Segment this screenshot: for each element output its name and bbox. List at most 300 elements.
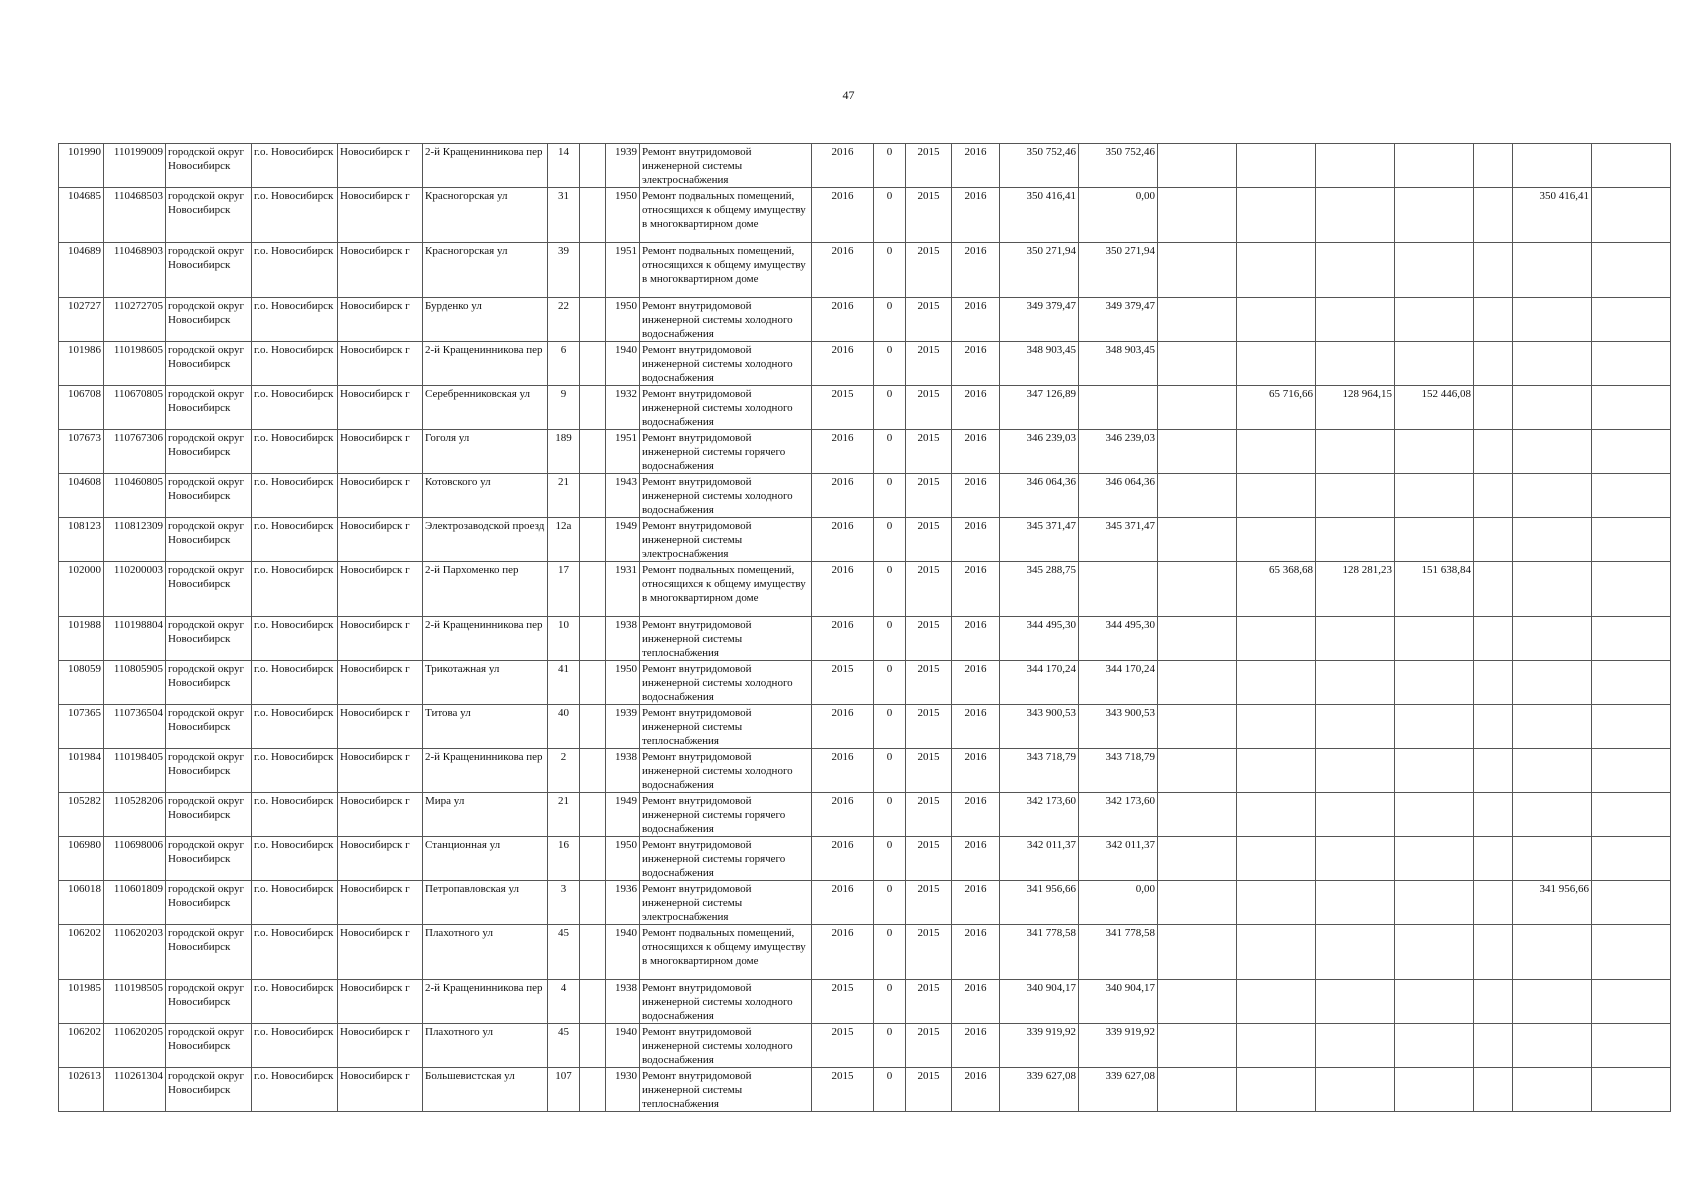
house-number-cell: 31 bbox=[548, 188, 580, 243]
amount-cell bbox=[1395, 342, 1474, 386]
house-id-cell: 101990 bbox=[59, 144, 104, 188]
table-row bbox=[59, 144, 1671, 188]
flag-cell: 0 bbox=[874, 386, 906, 430]
flag-cell: 0 bbox=[874, 749, 906, 793]
plan-year-cell: 2016 bbox=[812, 881, 874, 925]
district-cell: г.о. Новосибирск bbox=[252, 661, 338, 705]
amount-cell bbox=[1395, 749, 1474, 793]
work-type-cell: Ремонт внутридомовой инженерной системы горячего водоснабжения bbox=[640, 430, 812, 474]
amount-cell bbox=[1395, 144, 1474, 188]
total-cost-cell: 343 900,53 bbox=[1000, 705, 1079, 749]
amount-cell bbox=[1158, 430, 1237, 474]
amount-cell bbox=[1513, 430, 1592, 474]
fund-cost-cell: 341 778,58 bbox=[1079, 925, 1158, 980]
year-built-cell: 1938 bbox=[606, 617, 640, 661]
flag-cell: 0 bbox=[874, 1024, 906, 1068]
house-number-cell: 22 bbox=[548, 298, 580, 342]
amount-cell bbox=[1513, 980, 1592, 1024]
municipality-cell: городской округ Новосибирск bbox=[166, 298, 252, 342]
work-type-cell: Ремонт внутридомовой инженерной системы электроснабжения bbox=[640, 881, 812, 925]
object-code-cell: 110736504 bbox=[104, 705, 166, 749]
city-cell: Новосибирск г bbox=[338, 562, 423, 617]
work-type-cell: Ремонт внутридомовой инженерной системы холодного водоснабжения bbox=[640, 1024, 812, 1068]
amount-cell bbox=[1513, 562, 1592, 617]
amount-cell bbox=[1158, 881, 1237, 925]
house-number-cell: 21 bbox=[548, 793, 580, 837]
table-row bbox=[59, 188, 1671, 243]
empty-cell bbox=[1592, 298, 1671, 342]
amount-cell bbox=[1158, 837, 1237, 881]
municipality-cell: городской округ Новосибирск bbox=[166, 925, 252, 980]
amount-cell bbox=[1395, 474, 1474, 518]
district-cell: г.о. Новосибирск bbox=[252, 562, 338, 617]
period-start-cell: 2015 bbox=[906, 342, 952, 386]
period-end-cell: 2016 bbox=[952, 474, 1000, 518]
flag-cell: 0 bbox=[874, 562, 906, 617]
building-cell bbox=[580, 430, 606, 474]
plan-year-cell: 2016 bbox=[812, 617, 874, 661]
total-cost-cell: 342 173,60 bbox=[1000, 793, 1079, 837]
empty-cell bbox=[1592, 837, 1671, 881]
work-type-cell: Ремонт подвальных помещений, относящихся к общему имуществу в многоквартирном доме bbox=[640, 925, 812, 980]
amount-cell bbox=[1158, 188, 1237, 243]
amount-cell bbox=[1395, 430, 1474, 474]
fund-cost-cell: 350 271,94 bbox=[1079, 243, 1158, 298]
period-end-cell: 2016 bbox=[952, 188, 1000, 243]
house-id-cell: 104689 bbox=[59, 243, 104, 298]
table-row bbox=[59, 881, 1671, 925]
house-number-cell: 3 bbox=[548, 881, 580, 925]
amount-cell bbox=[1237, 980, 1316, 1024]
house-id-cell: 104685 bbox=[59, 188, 104, 243]
house-number-cell: 10 bbox=[548, 617, 580, 661]
district-cell: г.о. Новосибирск bbox=[252, 705, 338, 749]
empty-cell bbox=[1474, 298, 1513, 342]
amount-cell bbox=[1395, 793, 1474, 837]
street-cell: Трикотажная ул bbox=[423, 661, 548, 705]
city-cell: Новосибирск г bbox=[338, 144, 423, 188]
amount-cell bbox=[1395, 298, 1474, 342]
year-built-cell: 1938 bbox=[606, 980, 640, 1024]
flag-cell: 0 bbox=[874, 925, 906, 980]
fund-cost-cell: 339 919,92 bbox=[1079, 1024, 1158, 1068]
table-row bbox=[59, 474, 1671, 518]
amount-cell: 152 446,08 bbox=[1395, 386, 1474, 430]
total-cost-cell: 350 752,46 bbox=[1000, 144, 1079, 188]
amount-cell bbox=[1316, 661, 1395, 705]
object-code-cell: 110601809 bbox=[104, 881, 166, 925]
work-type-cell: Ремонт внутридомовой инженерной системы теплоснабжения bbox=[640, 617, 812, 661]
plan-year-cell: 2015 bbox=[812, 386, 874, 430]
total-cost-cell: 345 288,75 bbox=[1000, 562, 1079, 617]
amount-cell bbox=[1395, 980, 1474, 1024]
period-start-cell: 2015 bbox=[906, 925, 952, 980]
amount-cell: 65 716,66 bbox=[1237, 386, 1316, 430]
city-cell: Новосибирск г bbox=[338, 1024, 423, 1068]
plan-year-cell: 2015 bbox=[812, 1068, 874, 1112]
work-type-cell: Ремонт внутридомовой инженерной системы электроснабжения bbox=[640, 518, 812, 562]
municipality-cell: городской округ Новосибирск bbox=[166, 243, 252, 298]
period-start-cell: 2015 bbox=[906, 793, 952, 837]
house-id-cell: 102613 bbox=[59, 1068, 104, 1112]
total-cost-cell: 347 126,89 bbox=[1000, 386, 1079, 430]
building-cell bbox=[580, 705, 606, 749]
period-end-cell: 2016 bbox=[952, 298, 1000, 342]
table-row bbox=[59, 793, 1671, 837]
amount-cell bbox=[1513, 298, 1592, 342]
amount-cell bbox=[1513, 386, 1592, 430]
street-cell: Серебренниковская ул bbox=[423, 386, 548, 430]
amount-cell bbox=[1395, 661, 1474, 705]
table-row bbox=[59, 518, 1671, 562]
period-end-cell: 2016 bbox=[952, 617, 1000, 661]
city-cell: Новосибирск г bbox=[338, 793, 423, 837]
city-cell: Новосибирск г bbox=[338, 243, 423, 298]
building-cell bbox=[580, 793, 606, 837]
empty-cell bbox=[1592, 925, 1671, 980]
empty-cell bbox=[1474, 661, 1513, 705]
street-cell: Красногорская ул bbox=[423, 243, 548, 298]
amount-cell bbox=[1395, 881, 1474, 925]
street-cell: Бурденко ул bbox=[423, 298, 548, 342]
amount-cell bbox=[1395, 705, 1474, 749]
work-type-cell: Ремонт внутридомовой инженерной системы холодного водоснабжения bbox=[640, 386, 812, 430]
plan-year-cell: 2016 bbox=[812, 243, 874, 298]
object-code-cell: 110528206 bbox=[104, 793, 166, 837]
plan-year-cell: 2016 bbox=[812, 518, 874, 562]
amount-cell bbox=[1237, 837, 1316, 881]
plan-year-cell: 2015 bbox=[812, 661, 874, 705]
street-cell: Станционная ул bbox=[423, 837, 548, 881]
street-cell: Плахотного ул bbox=[423, 925, 548, 980]
municipality-cell: городской округ Новосибирск bbox=[166, 1068, 252, 1112]
municipality-cell: городской округ Новосибирск bbox=[166, 881, 252, 925]
district-cell: г.о. Новосибирск bbox=[252, 243, 338, 298]
empty-cell bbox=[1592, 243, 1671, 298]
period-end-cell: 2016 bbox=[952, 661, 1000, 705]
fund-cost-cell: 344 495,30 bbox=[1079, 617, 1158, 661]
empty-cell bbox=[1592, 1068, 1671, 1112]
plan-year-cell: 2016 bbox=[812, 342, 874, 386]
period-start-cell: 2015 bbox=[906, 386, 952, 430]
city-cell: Новосибирск г bbox=[338, 837, 423, 881]
fund-cost-cell: 0,00 bbox=[1079, 881, 1158, 925]
work-type-cell: Ремонт внутридомовой инженерной системы холодного водоснабжения bbox=[640, 749, 812, 793]
house-id-cell: 106202 bbox=[59, 1024, 104, 1068]
house-id-cell: 107673 bbox=[59, 430, 104, 474]
total-cost-cell: 349 379,47 bbox=[1000, 298, 1079, 342]
amount-cell bbox=[1158, 342, 1237, 386]
amount-cell bbox=[1158, 705, 1237, 749]
city-cell: Новосибирск г bbox=[338, 386, 423, 430]
city-cell: Новосибирск г bbox=[338, 342, 423, 386]
building-cell bbox=[580, 518, 606, 562]
amount-cell bbox=[1158, 617, 1237, 661]
period-end-cell: 2016 bbox=[952, 1068, 1000, 1112]
amount-cell bbox=[1513, 837, 1592, 881]
period-start-cell: 2015 bbox=[906, 144, 952, 188]
empty-cell bbox=[1474, 617, 1513, 661]
empty-cell bbox=[1592, 474, 1671, 518]
amount-cell bbox=[1158, 793, 1237, 837]
house-number-cell: 4 bbox=[548, 980, 580, 1024]
table-row bbox=[59, 243, 1671, 298]
empty-cell bbox=[1474, 705, 1513, 749]
district-cell: г.о. Новосибирск bbox=[252, 793, 338, 837]
amount-cell bbox=[1316, 1024, 1395, 1068]
period-end-cell: 2016 bbox=[952, 342, 1000, 386]
year-built-cell: 1940 bbox=[606, 1024, 640, 1068]
total-cost-cell: 341 956,66 bbox=[1000, 881, 1079, 925]
work-type-cell: Ремонт внутридомовой инженерной системы холодного водоснабжения bbox=[640, 298, 812, 342]
amount-cell bbox=[1316, 837, 1395, 881]
fund-cost-cell: 346 064,36 bbox=[1079, 474, 1158, 518]
flag-cell: 0 bbox=[874, 881, 906, 925]
period-start-cell: 2015 bbox=[906, 1068, 952, 1112]
period-start-cell: 2015 bbox=[906, 1024, 952, 1068]
house-id-cell: 101984 bbox=[59, 749, 104, 793]
table-row bbox=[59, 298, 1671, 342]
municipality-cell: городской округ Новосибирск bbox=[166, 793, 252, 837]
plan-year-cell: 2016 bbox=[812, 925, 874, 980]
amount-cell bbox=[1395, 518, 1474, 562]
empty-cell bbox=[1592, 881, 1671, 925]
amount-cell bbox=[1316, 617, 1395, 661]
street-cell: Большевистская ул bbox=[423, 1068, 548, 1112]
house-id-cell: 108059 bbox=[59, 661, 104, 705]
amount-cell bbox=[1158, 144, 1237, 188]
table-row bbox=[59, 749, 1671, 793]
plan-year-cell: 2015 bbox=[812, 980, 874, 1024]
district-cell: г.о. Новосибирск bbox=[252, 617, 338, 661]
building-cell bbox=[580, 144, 606, 188]
fund-cost-cell: 343 718,79 bbox=[1079, 749, 1158, 793]
work-type-cell: Ремонт внутридомовой инженерной системы холодного водоснабжения bbox=[640, 980, 812, 1024]
fund-cost-cell: 345 371,47 bbox=[1079, 518, 1158, 562]
city-cell: Новосибирск г bbox=[338, 474, 423, 518]
total-cost-cell: 343 718,79 bbox=[1000, 749, 1079, 793]
object-code-cell: 110199009 bbox=[104, 144, 166, 188]
empty-cell bbox=[1474, 430, 1513, 474]
object-code-cell: 110198405 bbox=[104, 749, 166, 793]
flag-cell: 0 bbox=[874, 705, 906, 749]
flag-cell: 0 bbox=[874, 144, 906, 188]
amount-cell bbox=[1316, 980, 1395, 1024]
flag-cell: 0 bbox=[874, 980, 906, 1024]
fund-cost-cell: 344 170,24 bbox=[1079, 661, 1158, 705]
city-cell: Новосибирск г bbox=[338, 430, 423, 474]
amount-cell bbox=[1158, 474, 1237, 518]
amount-cell bbox=[1237, 661, 1316, 705]
street-cell: 2-й Кращенинникова пер bbox=[423, 342, 548, 386]
total-cost-cell: 345 371,47 bbox=[1000, 518, 1079, 562]
district-cell: г.о. Новосибирск bbox=[252, 1068, 338, 1112]
house-id-cell: 105282 bbox=[59, 793, 104, 837]
table-row bbox=[59, 837, 1671, 881]
district-cell: г.о. Новосибирск bbox=[252, 144, 338, 188]
house-number-cell: 17 bbox=[548, 562, 580, 617]
house-id-cell: 102727 bbox=[59, 298, 104, 342]
amount-cell: 128 964,15 bbox=[1316, 386, 1395, 430]
house-number-cell: 39 bbox=[548, 243, 580, 298]
amount-cell bbox=[1513, 749, 1592, 793]
fund-cost-cell: 343 900,53 bbox=[1079, 705, 1158, 749]
total-cost-cell: 346 239,03 bbox=[1000, 430, 1079, 474]
municipality-cell: городской округ Новосибирск bbox=[166, 342, 252, 386]
amount-cell: 128 281,23 bbox=[1316, 562, 1395, 617]
amount-cell bbox=[1316, 243, 1395, 298]
city-cell: Новосибирск г bbox=[338, 617, 423, 661]
period-end-cell: 2016 bbox=[952, 925, 1000, 980]
building-cell bbox=[580, 1068, 606, 1112]
street-cell: 2-й Пархоменко пер bbox=[423, 562, 548, 617]
empty-cell bbox=[1592, 705, 1671, 749]
amount-cell bbox=[1395, 243, 1474, 298]
fund-cost-cell: 350 752,46 bbox=[1079, 144, 1158, 188]
house-number-cell: 45 bbox=[548, 925, 580, 980]
amount-cell bbox=[1316, 881, 1395, 925]
amount-cell bbox=[1237, 243, 1316, 298]
city-cell: Новосибирск г bbox=[338, 705, 423, 749]
period-end-cell: 2016 bbox=[952, 518, 1000, 562]
object-code-cell: 110620203 bbox=[104, 925, 166, 980]
fund-cost-cell bbox=[1079, 562, 1158, 617]
amount-cell bbox=[1158, 518, 1237, 562]
total-cost-cell: 342 011,37 bbox=[1000, 837, 1079, 881]
empty-cell bbox=[1474, 562, 1513, 617]
fund-cost-cell bbox=[1079, 386, 1158, 430]
year-built-cell: 1940 bbox=[606, 342, 640, 386]
amount-cell bbox=[1158, 925, 1237, 980]
table-row bbox=[59, 1068, 1671, 1112]
municipality-cell: городской округ Новосибирск bbox=[166, 705, 252, 749]
period-end-cell: 2016 bbox=[952, 430, 1000, 474]
fund-cost-cell: 342 011,37 bbox=[1079, 837, 1158, 881]
object-code-cell: 110805905 bbox=[104, 661, 166, 705]
empty-cell bbox=[1592, 518, 1671, 562]
period-end-cell: 2016 bbox=[952, 243, 1000, 298]
period-end-cell: 2016 bbox=[952, 980, 1000, 1024]
amount-cell bbox=[1395, 188, 1474, 243]
table-row bbox=[59, 1024, 1671, 1068]
year-built-cell: 1931 bbox=[606, 562, 640, 617]
period-start-cell: 2015 bbox=[906, 562, 952, 617]
empty-cell bbox=[1474, 386, 1513, 430]
municipality-cell: городской округ Новосибирск bbox=[166, 980, 252, 1024]
amount-cell bbox=[1316, 705, 1395, 749]
municipality-cell: городской округ Новосибирск bbox=[166, 1024, 252, 1068]
empty-cell bbox=[1592, 430, 1671, 474]
house-id-cell: 104608 bbox=[59, 474, 104, 518]
city-cell: Новосибирск г bbox=[338, 881, 423, 925]
empty-cell bbox=[1592, 188, 1671, 243]
year-built-cell: 1939 bbox=[606, 144, 640, 188]
district-cell: г.о. Новосибирск bbox=[252, 474, 338, 518]
total-cost-cell: 350 271,94 bbox=[1000, 243, 1079, 298]
year-built-cell: 1949 bbox=[606, 518, 640, 562]
year-built-cell: 1951 bbox=[606, 243, 640, 298]
city-cell: Новосибирск г bbox=[338, 1068, 423, 1112]
year-built-cell: 1951 bbox=[606, 430, 640, 474]
flag-cell: 0 bbox=[874, 243, 906, 298]
house-number-cell: 45 bbox=[548, 1024, 580, 1068]
amount-cell bbox=[1237, 144, 1316, 188]
work-type-cell: Ремонт внутридомовой инженерной системы холодного водоснабжения bbox=[640, 342, 812, 386]
house-id-cell: 102000 bbox=[59, 562, 104, 617]
amount-cell bbox=[1316, 298, 1395, 342]
building-cell bbox=[580, 837, 606, 881]
house-id-cell: 106708 bbox=[59, 386, 104, 430]
year-built-cell: 1940 bbox=[606, 925, 640, 980]
city-cell: Новосибирск г bbox=[338, 925, 423, 980]
plan-year-cell: 2015 bbox=[812, 1024, 874, 1068]
period-start-cell: 2015 bbox=[906, 749, 952, 793]
period-start-cell: 2015 bbox=[906, 243, 952, 298]
plan-year-cell: 2016 bbox=[812, 430, 874, 474]
flag-cell: 0 bbox=[874, 342, 906, 386]
object-code-cell: 110620205 bbox=[104, 1024, 166, 1068]
amount-cell bbox=[1237, 1068, 1316, 1112]
street-cell: Гоголя ул bbox=[423, 430, 548, 474]
empty-cell bbox=[1592, 749, 1671, 793]
street-cell: Мира ул bbox=[423, 793, 548, 837]
amount-cell bbox=[1316, 749, 1395, 793]
building-cell bbox=[580, 925, 606, 980]
fund-cost-cell: 346 239,03 bbox=[1079, 430, 1158, 474]
house-number-cell: 40 bbox=[548, 705, 580, 749]
empty-cell bbox=[1474, 243, 1513, 298]
empty-cell bbox=[1474, 518, 1513, 562]
total-cost-cell: 340 904,17 bbox=[1000, 980, 1079, 1024]
period-end-cell: 2016 bbox=[952, 144, 1000, 188]
street-cell: Петропавловская ул bbox=[423, 881, 548, 925]
object-code-cell: 110272705 bbox=[104, 298, 166, 342]
object-code-cell: 110198804 bbox=[104, 617, 166, 661]
street-cell: 2-й Кращенинникова пер bbox=[423, 980, 548, 1024]
work-type-cell: Ремонт внутридомовой инженерной системы теплоснабжения bbox=[640, 1068, 812, 1112]
street-cell: Электрозаводской проезд bbox=[423, 518, 548, 562]
street-cell: Красногорская ул bbox=[423, 188, 548, 243]
period-start-cell: 2015 bbox=[906, 837, 952, 881]
empty-cell bbox=[1474, 837, 1513, 881]
amount-cell bbox=[1237, 188, 1316, 243]
amount-cell bbox=[1395, 617, 1474, 661]
building-cell bbox=[580, 661, 606, 705]
house-number-cell: 107 bbox=[548, 1068, 580, 1112]
empty-cell bbox=[1474, 1024, 1513, 1068]
district-cell: г.о. Новосибирск bbox=[252, 518, 338, 562]
amount-cell bbox=[1237, 617, 1316, 661]
plan-year-cell: 2016 bbox=[812, 749, 874, 793]
year-built-cell: 1950 bbox=[606, 661, 640, 705]
fund-cost-cell: 340 904,17 bbox=[1079, 980, 1158, 1024]
capital-repair-table bbox=[58, 143, 1671, 1112]
district-cell: г.о. Новосибирск bbox=[252, 837, 338, 881]
fund-cost-cell: 349 379,47 bbox=[1079, 298, 1158, 342]
street-cell: 2-й Кращенинникова пер bbox=[423, 144, 548, 188]
building-cell bbox=[580, 298, 606, 342]
amount-cell bbox=[1316, 793, 1395, 837]
fund-cost-cell: 342 173,60 bbox=[1079, 793, 1158, 837]
flag-cell: 0 bbox=[874, 661, 906, 705]
year-built-cell: 1950 bbox=[606, 298, 640, 342]
amount-cell bbox=[1513, 1068, 1592, 1112]
building-cell bbox=[580, 188, 606, 243]
flag-cell: 0 bbox=[874, 1068, 906, 1112]
object-code-cell: 110468903 bbox=[104, 243, 166, 298]
empty-cell bbox=[1474, 925, 1513, 980]
year-built-cell: 1943 bbox=[606, 474, 640, 518]
